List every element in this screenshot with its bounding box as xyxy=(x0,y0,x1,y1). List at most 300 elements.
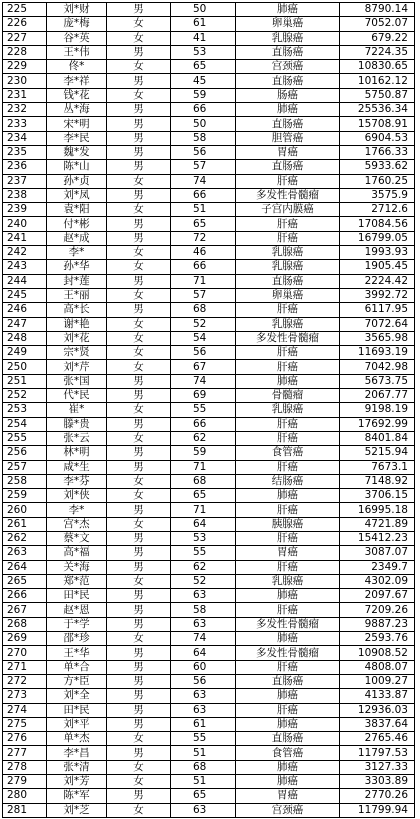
amount-cell: 16995.18 xyxy=(340,503,415,517)
diagnosis-cell: 骨髓瘤 xyxy=(236,389,340,403)
age-cell: 52 xyxy=(171,574,236,588)
sex-cell: 男 xyxy=(107,231,171,245)
table-row xyxy=(3,331,415,345)
sex-cell: 女 xyxy=(107,203,171,217)
diagnosis-cell: 多发性骨髓瘤 xyxy=(236,617,340,631)
patient-name-cell: 庞*梅 xyxy=(47,17,107,31)
table-row xyxy=(3,303,415,317)
amount-cell: 7052.07 xyxy=(340,17,415,31)
table-row xyxy=(3,217,415,231)
age-cell: 51 xyxy=(171,203,236,217)
table-row xyxy=(3,760,415,774)
table-row xyxy=(3,603,415,617)
table-row xyxy=(3,546,415,560)
sex-cell: 男 xyxy=(107,560,171,574)
row-number-cell: 253 xyxy=(3,403,47,417)
row-number-cell: 252 xyxy=(3,389,47,403)
row-number-cell: 239 xyxy=(3,203,47,217)
sex-cell: 男 xyxy=(107,446,171,460)
patient-name-cell: 刘*芳 xyxy=(47,775,107,789)
row-number-cell: 273 xyxy=(3,689,47,703)
table-row xyxy=(3,531,415,545)
amount-cell: 11797.53 xyxy=(340,746,415,760)
amount-cell: 7224.35 xyxy=(340,45,415,59)
amount-cell: 25536.34 xyxy=(340,103,415,117)
diagnosis-cell: 肝癌 xyxy=(236,431,340,445)
diagnosis-cell: 子宫内膜癌 xyxy=(236,203,340,217)
diagnosis-cell: 肝癌 xyxy=(236,603,340,617)
sex-cell: 女 xyxy=(107,346,171,360)
age-cell: 45 xyxy=(171,74,236,88)
patient-name-cell: 刘*全 xyxy=(47,689,107,703)
row-number-cell: 241 xyxy=(3,231,47,245)
table-row xyxy=(3,274,415,288)
amount-cell: 679.22 xyxy=(340,31,415,45)
table-row xyxy=(3,703,415,717)
diagnosis-cell: 肝癌 xyxy=(236,460,340,474)
sex-cell: 男 xyxy=(107,417,171,431)
age-cell: 63 xyxy=(171,803,236,817)
patient-name-cell: 袁*阳 xyxy=(47,203,107,217)
amount-cell: 5215.94 xyxy=(340,446,415,460)
age-cell: 52 xyxy=(171,317,236,331)
table-row xyxy=(3,775,415,789)
age-cell: 46 xyxy=(171,246,236,260)
sex-cell: 男 xyxy=(107,74,171,88)
diagnosis-cell: 肺癌 xyxy=(236,760,340,774)
patient-name-cell: 张*云 xyxy=(47,431,107,445)
age-cell: 50 xyxy=(171,117,236,131)
patient-name-cell: 宗*贤 xyxy=(47,346,107,360)
amount-cell: 2765.46 xyxy=(340,732,415,746)
table-row xyxy=(3,417,415,431)
row-number-cell: 260 xyxy=(3,503,47,517)
table-row xyxy=(3,188,415,202)
amount-cell: 2593.76 xyxy=(340,632,415,646)
diagnosis-cell: 乳腺癌 xyxy=(236,246,340,260)
table-row xyxy=(3,503,415,517)
amount-cell: 9887.23 xyxy=(340,617,415,631)
records-table xyxy=(2,2,415,818)
diagnosis-cell: 肺癌 xyxy=(236,3,340,17)
sex-cell: 男 xyxy=(107,717,171,731)
table-row xyxy=(3,660,415,674)
sex-cell: 男 xyxy=(107,274,171,288)
age-cell: 41 xyxy=(171,31,236,45)
row-number-cell: 279 xyxy=(3,775,47,789)
amount-cell: 2097.67 xyxy=(340,589,415,603)
table-row xyxy=(3,431,415,445)
age-cell: 67 xyxy=(171,360,236,374)
sex-cell: 女 xyxy=(107,760,171,774)
sex-cell: 女 xyxy=(107,803,171,817)
amount-cell: 9198.19 xyxy=(340,403,415,417)
diagnosis-cell: 直肠癌 xyxy=(236,160,340,174)
age-cell: 57 xyxy=(171,288,236,302)
diagnosis-cell: 乳腺癌 xyxy=(236,31,340,45)
table-row xyxy=(3,160,415,174)
sex-cell: 男 xyxy=(107,3,171,17)
row-number-cell: 277 xyxy=(3,746,47,760)
sex-cell: 男 xyxy=(107,674,171,688)
table-row xyxy=(3,674,415,688)
age-cell: 56 xyxy=(171,674,236,688)
age-cell: 53 xyxy=(171,45,236,59)
row-number-cell: 259 xyxy=(3,489,47,503)
row-number-cell: 271 xyxy=(3,660,47,674)
row-number-cell: 269 xyxy=(3,632,47,646)
sex-cell: 男 xyxy=(107,303,171,317)
patient-name-cell: 林*明 xyxy=(47,446,107,460)
sex-cell: 男 xyxy=(107,145,171,159)
sex-cell: 男 xyxy=(107,689,171,703)
table-row xyxy=(3,88,415,102)
age-cell: 68 xyxy=(171,303,236,317)
sex-cell: 女 xyxy=(107,403,171,417)
row-number-cell: 250 xyxy=(3,360,47,374)
patient-name-cell: 宋*明 xyxy=(47,117,107,131)
amount-cell: 7148.92 xyxy=(340,474,415,488)
amount-cell: 2712.6 xyxy=(340,203,415,217)
sex-cell: 男 xyxy=(107,646,171,660)
age-cell: 65 xyxy=(171,789,236,803)
sex-cell: 女 xyxy=(107,732,171,746)
amount-cell: 10908.52 xyxy=(340,646,415,660)
table-row xyxy=(3,489,415,503)
patient-name-cell: 王*伟 xyxy=(47,45,107,59)
patient-name-cell: 钱*花 xyxy=(47,88,107,102)
diagnosis-cell: 肝癌 xyxy=(236,560,340,574)
diagnosis-cell: 直肠癌 xyxy=(236,74,340,88)
diagnosis-cell: 肺癌 xyxy=(236,775,340,789)
amount-cell: 3706.15 xyxy=(340,489,415,503)
age-cell: 69 xyxy=(171,389,236,403)
patient-name-cell: 刘*芝 xyxy=(47,803,107,817)
amount-cell: 15412.23 xyxy=(340,531,415,545)
row-number-cell: 238 xyxy=(3,188,47,202)
patient-name-cell: 刘*芹 xyxy=(47,360,107,374)
age-cell: 59 xyxy=(171,88,236,102)
patient-name-cell: 丛*海 xyxy=(47,103,107,117)
amount-cell: 16799.05 xyxy=(340,231,415,245)
amount-cell: 1766.33 xyxy=(340,145,415,159)
amount-cell: 17084.56 xyxy=(340,217,415,231)
row-number-cell: 275 xyxy=(3,717,47,731)
amount-cell: 7072.64 xyxy=(340,317,415,331)
row-number-cell: 257 xyxy=(3,460,47,474)
amount-cell: 3127.33 xyxy=(340,760,415,774)
sex-cell: 男 xyxy=(107,531,171,545)
patient-name-cell: 宫*杰 xyxy=(47,517,107,531)
patient-name-cell: 单*合 xyxy=(47,660,107,674)
table-row xyxy=(3,689,415,703)
amount-cell: 2770.26 xyxy=(340,789,415,803)
age-cell: 51 xyxy=(171,746,236,760)
amount-cell: 7673.1 xyxy=(340,460,415,474)
patient-name-cell: 张*国 xyxy=(47,374,107,388)
row-number-cell: 231 xyxy=(3,88,47,102)
age-cell: 63 xyxy=(171,689,236,703)
patient-name-cell: 关*海 xyxy=(47,560,107,574)
table-row xyxy=(3,31,415,45)
age-cell: 66 xyxy=(171,103,236,117)
age-cell: 68 xyxy=(171,474,236,488)
amount-cell: 8790.14 xyxy=(340,3,415,17)
table-row xyxy=(3,474,415,488)
age-cell: 71 xyxy=(171,503,236,517)
patient-name-cell: 咸*生 xyxy=(47,460,107,474)
patient-name-cell: 方*臣 xyxy=(47,674,107,688)
age-cell: 66 xyxy=(171,260,236,274)
row-number-cell: 244 xyxy=(3,274,47,288)
patient-name-cell: 刘*财 xyxy=(47,3,107,17)
table-row xyxy=(3,360,415,374)
amount-cell: 2067.77 xyxy=(340,389,415,403)
diagnosis-cell: 卵巢癌 xyxy=(236,17,340,31)
sex-cell: 女 xyxy=(107,174,171,188)
age-cell: 63 xyxy=(171,617,236,631)
age-cell: 61 xyxy=(171,17,236,31)
row-number-cell: 278 xyxy=(3,760,47,774)
row-number-cell: 261 xyxy=(3,517,47,531)
diagnosis-cell: 直肠癌 xyxy=(236,674,340,688)
sex-cell: 女 xyxy=(107,331,171,345)
sex-cell: 女 xyxy=(107,574,171,588)
table-row xyxy=(3,446,415,460)
diagnosis-cell: 胃癌 xyxy=(236,789,340,803)
row-number-cell: 256 xyxy=(3,446,47,460)
diagnosis-cell: 肝癌 xyxy=(236,503,340,517)
patient-name-cell: 李* xyxy=(47,246,107,260)
table-row xyxy=(3,617,415,631)
amount-cell: 7042.98 xyxy=(340,360,415,374)
diagnosis-cell: 肝癌 xyxy=(236,531,340,545)
table-row xyxy=(3,574,415,588)
age-cell: 68 xyxy=(171,760,236,774)
age-cell: 62 xyxy=(171,560,236,574)
patient-name-cell: 田*民 xyxy=(47,703,107,717)
sex-cell: 男 xyxy=(107,117,171,131)
patient-name-cell: 陈*军 xyxy=(47,789,107,803)
patient-name-cell: 李*昌 xyxy=(47,746,107,760)
row-number-cell: 229 xyxy=(3,60,47,74)
table-row xyxy=(3,632,415,646)
age-cell: 51 xyxy=(171,775,236,789)
patient-name-cell: 蔡*文 xyxy=(47,531,107,545)
table-row xyxy=(3,746,415,760)
age-cell: 61 xyxy=(171,717,236,731)
diagnosis-cell: 胰腺癌 xyxy=(236,517,340,531)
age-cell: 57 xyxy=(171,160,236,174)
sex-cell: 女 xyxy=(107,88,171,102)
row-number-cell: 266 xyxy=(3,589,47,603)
sex-cell: 女 xyxy=(107,775,171,789)
diagnosis-cell: 肝癌 xyxy=(236,303,340,317)
amount-cell: 4302.09 xyxy=(340,574,415,588)
sex-cell: 男 xyxy=(107,603,171,617)
table-row xyxy=(3,231,415,245)
table-row xyxy=(3,789,415,803)
age-cell: 74 xyxy=(171,374,236,388)
sex-cell: 男 xyxy=(107,789,171,803)
age-cell: 58 xyxy=(171,603,236,617)
amount-cell: 4808.07 xyxy=(340,660,415,674)
diagnosis-cell: 食管癌 xyxy=(236,746,340,760)
diagnosis-cell: 多发性骨髓瘤 xyxy=(236,646,340,660)
diagnosis-cell: 胃癌 xyxy=(236,546,340,560)
sex-cell: 男 xyxy=(107,460,171,474)
sex-cell: 女 xyxy=(107,60,171,74)
age-cell: 55 xyxy=(171,403,236,417)
amount-cell: 1009.27 xyxy=(340,674,415,688)
sex-cell: 女 xyxy=(107,431,171,445)
amount-cell: 3837.64 xyxy=(340,717,415,731)
row-number-cell: 225 xyxy=(3,3,47,17)
amount-cell: 2224.42 xyxy=(340,274,415,288)
table-row xyxy=(3,646,415,660)
age-cell: 59 xyxy=(171,446,236,460)
patient-name-cell: 单*杰 xyxy=(47,732,107,746)
table-row xyxy=(3,288,415,302)
amount-cell: 12936.03 xyxy=(340,703,415,717)
amount-cell: 1905.45 xyxy=(340,260,415,274)
diagnosis-cell: 胆管癌 xyxy=(236,131,340,145)
row-number-cell: 228 xyxy=(3,45,47,59)
patient-name-cell: 邵*珍 xyxy=(47,632,107,646)
sex-cell: 男 xyxy=(107,374,171,388)
sex-cell: 男 xyxy=(107,217,171,231)
patient-name-cell: 孙*贞 xyxy=(47,174,107,188)
row-number-cell: 236 xyxy=(3,160,47,174)
table-row xyxy=(3,60,415,74)
table-row xyxy=(3,560,415,574)
amount-cell: 3992.72 xyxy=(340,288,415,302)
amount-cell: 10162.12 xyxy=(340,74,415,88)
amount-cell: 3575.9 xyxy=(340,188,415,202)
sex-cell: 男 xyxy=(107,160,171,174)
patient-name-cell: 佟* xyxy=(47,60,107,74)
row-number-cell: 268 xyxy=(3,617,47,631)
row-number-cell: 267 xyxy=(3,603,47,617)
diagnosis-cell: 肝癌 xyxy=(236,217,340,231)
diagnosis-cell: 直肠癌 xyxy=(236,274,340,288)
amount-cell: 5673.75 xyxy=(340,374,415,388)
patient-name-cell: 谢*艳 xyxy=(47,317,107,331)
patient-name-cell: 滕*贵 xyxy=(47,417,107,431)
row-number-cell: 263 xyxy=(3,546,47,560)
table-row xyxy=(3,17,415,31)
diagnosis-cell: 直肠癌 xyxy=(236,732,340,746)
diagnosis-cell: 肺癌 xyxy=(236,632,340,646)
age-cell: 74 xyxy=(171,632,236,646)
age-cell: 63 xyxy=(171,589,236,603)
patient-name-cell: 郑*范 xyxy=(47,574,107,588)
diagnosis-cell: 肺癌 xyxy=(236,374,340,388)
age-cell: 66 xyxy=(171,417,236,431)
patient-name-cell: 魏*发 xyxy=(47,145,107,159)
table-row xyxy=(3,145,415,159)
table-row xyxy=(3,74,415,88)
row-number-cell: 246 xyxy=(3,303,47,317)
age-cell: 65 xyxy=(171,60,236,74)
amount-cell: 6904.53 xyxy=(340,131,415,145)
amount-cell: 3087.07 xyxy=(340,546,415,560)
table-row xyxy=(3,203,415,217)
patient-name-cell: 刘*凤 xyxy=(47,188,107,202)
diagnosis-cell: 肠癌 xyxy=(236,88,340,102)
row-number-cell: 265 xyxy=(3,574,47,588)
row-number-cell: 237 xyxy=(3,174,47,188)
table-row xyxy=(3,260,415,274)
diagnosis-cell: 结肠癌 xyxy=(236,474,340,488)
row-number-cell: 276 xyxy=(3,732,47,746)
patient-name-cell: 陈*山 xyxy=(47,160,107,174)
row-number-cell: 242 xyxy=(3,246,47,260)
diagnosis-cell: 肺癌 xyxy=(236,689,340,703)
row-number-cell: 230 xyxy=(3,74,47,88)
amount-cell: 8401.84 xyxy=(340,431,415,445)
age-cell: 56 xyxy=(171,346,236,360)
sex-cell: 女 xyxy=(107,360,171,374)
diagnosis-cell: 多发性骨髓瘤 xyxy=(236,188,340,202)
age-cell: 50 xyxy=(171,3,236,17)
age-cell: 53 xyxy=(171,531,236,545)
sex-cell: 女 xyxy=(107,260,171,274)
row-number-cell: 235 xyxy=(3,145,47,159)
age-cell: 71 xyxy=(171,460,236,474)
diagnosis-cell: 乳腺癌 xyxy=(236,574,340,588)
diagnosis-cell: 肺癌 xyxy=(236,589,340,603)
row-number-cell: 243 xyxy=(3,260,47,274)
patient-name-cell: 李*民 xyxy=(47,131,107,145)
diagnosis-cell: 宫颈癌 xyxy=(236,60,340,74)
table-row xyxy=(3,103,415,117)
table-row xyxy=(3,131,415,145)
sex-cell: 男 xyxy=(107,703,171,717)
age-cell: 66 xyxy=(171,188,236,202)
sex-cell: 男 xyxy=(107,45,171,59)
age-cell: 72 xyxy=(171,231,236,245)
sex-cell: 女 xyxy=(107,517,171,531)
patient-name-cell: 刘*侠 xyxy=(47,489,107,503)
table-row xyxy=(3,732,415,746)
diagnosis-cell: 肝癌 xyxy=(236,660,340,674)
age-cell: 56 xyxy=(171,145,236,159)
sex-cell: 女 xyxy=(107,317,171,331)
row-number-cell: 255 xyxy=(3,431,47,445)
patient-name-cell: 崔* xyxy=(47,403,107,417)
patient-name-cell: 刘*花 xyxy=(47,331,107,345)
sex-cell: 女 xyxy=(107,288,171,302)
diagnosis-cell: 肺癌 xyxy=(236,489,340,503)
table-row xyxy=(3,717,415,731)
amount-cell: 4133.87 xyxy=(340,689,415,703)
age-cell: 63 xyxy=(171,703,236,717)
patient-name-cell: 田*民 xyxy=(47,589,107,603)
amount-cell: 4721.89 xyxy=(340,517,415,531)
table-row xyxy=(3,346,415,360)
row-number-cell: 233 xyxy=(3,117,47,131)
diagnosis-cell: 肝癌 xyxy=(236,174,340,188)
sex-cell: 女 xyxy=(107,632,171,646)
patient-name-cell: 孙*华 xyxy=(47,260,107,274)
table-row xyxy=(3,246,415,260)
row-number-cell: 264 xyxy=(3,560,47,574)
sex-cell: 男 xyxy=(107,746,171,760)
sex-cell: 女 xyxy=(107,31,171,45)
sex-cell: 女 xyxy=(107,246,171,260)
sex-cell: 男 xyxy=(107,589,171,603)
